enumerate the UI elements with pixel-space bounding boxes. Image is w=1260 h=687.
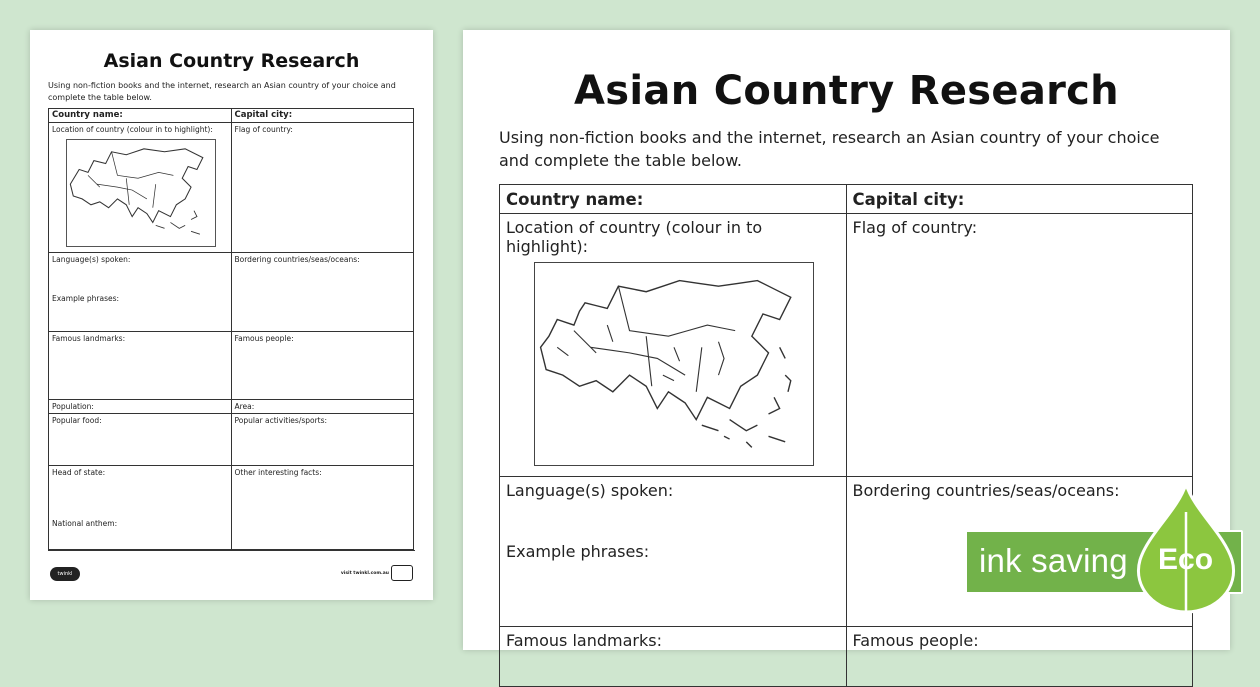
intro-text-large: Using non-fiction books and the internet, research an Asian country of your choice and complete the table below.: [499, 128, 1160, 170]
research-table: [48, 108, 414, 550]
languages-label: Language(s) spoken:: [506, 481, 674, 500]
capital-city-cell: Capital city:: [846, 185, 1193, 214]
asia-map: [534, 262, 814, 466]
twinkl-logo: twinkl: [50, 567, 80, 581]
location-cell: [49, 123, 232, 253]
landmarks-cell: Famous landmarks:: [500, 627, 847, 687]
languages-cell: [49, 253, 232, 332]
intro-text: Using non-fiction books and the internet, research an Asian country of your choice and complete the table below.: [48, 81, 396, 102]
other-facts-cell: Other interesting facts:: [231, 466, 414, 550]
food-cell: Popular food:: [49, 414, 232, 466]
head-of-state-cell: [49, 466, 232, 550]
country-name-cell: Country name:: [500, 185, 847, 214]
area-cell: Area:: [231, 400, 414, 414]
location-label: Location of country (colour in to highlight):: [506, 218, 763, 256]
example-phrases-label: Example phrases:: [52, 294, 120, 303]
page-footer: [48, 550, 415, 581]
national-anthem-label: National anthem:: [52, 519, 118, 528]
ink-saving-text: ink saving: [979, 542, 1128, 579]
research-table-large: [499, 184, 1193, 687]
activities-cell: Popular activities/sports:: [231, 414, 414, 466]
country-name-cell: Country name:: [49, 109, 232, 123]
example-phrases-label: Example phrases:: [506, 542, 650, 561]
landmarks-cell: Famous landmarks:: [49, 332, 232, 400]
footer-badge-icon: [391, 565, 413, 581]
people-cell: Famous people:: [231, 332, 414, 400]
page-title-large: Asian Country Research: [574, 68, 1119, 114]
flag-cell: Flag of country:: [231, 123, 414, 253]
location-label: Location of country (colour in to highlight):: [52, 125, 213, 134]
page-title: Asian Country Research: [103, 50, 360, 72]
bordering-cell: Bordering countries/seas/oceans:: [231, 253, 414, 332]
people-cell: Famous people:: [846, 627, 1193, 687]
bordering-cell: Bordering countries/seas/oceans:: [846, 477, 1193, 627]
asia-outline-icon: [535, 263, 813, 465]
location-cell: [500, 214, 847, 477]
eco-label: Eco: [1158, 543, 1214, 576]
languages-label: Language(s) spoken:: [52, 255, 131, 264]
asia-map-thumbnail: [66, 139, 216, 247]
footer-url: visit twinkl.com.au: [340, 571, 389, 576]
capital-city-cell: Capital city:: [231, 109, 414, 123]
head-of-state-label: Head of state:: [52, 468, 106, 477]
asia-outline-icon: [67, 140, 215, 246]
flag-cell: Flag of country:: [846, 214, 1193, 477]
worksheet-thumbnail[interactable]: [30, 30, 433, 600]
languages-cell: [500, 477, 847, 627]
population-cell: Population:: [49, 400, 232, 414]
